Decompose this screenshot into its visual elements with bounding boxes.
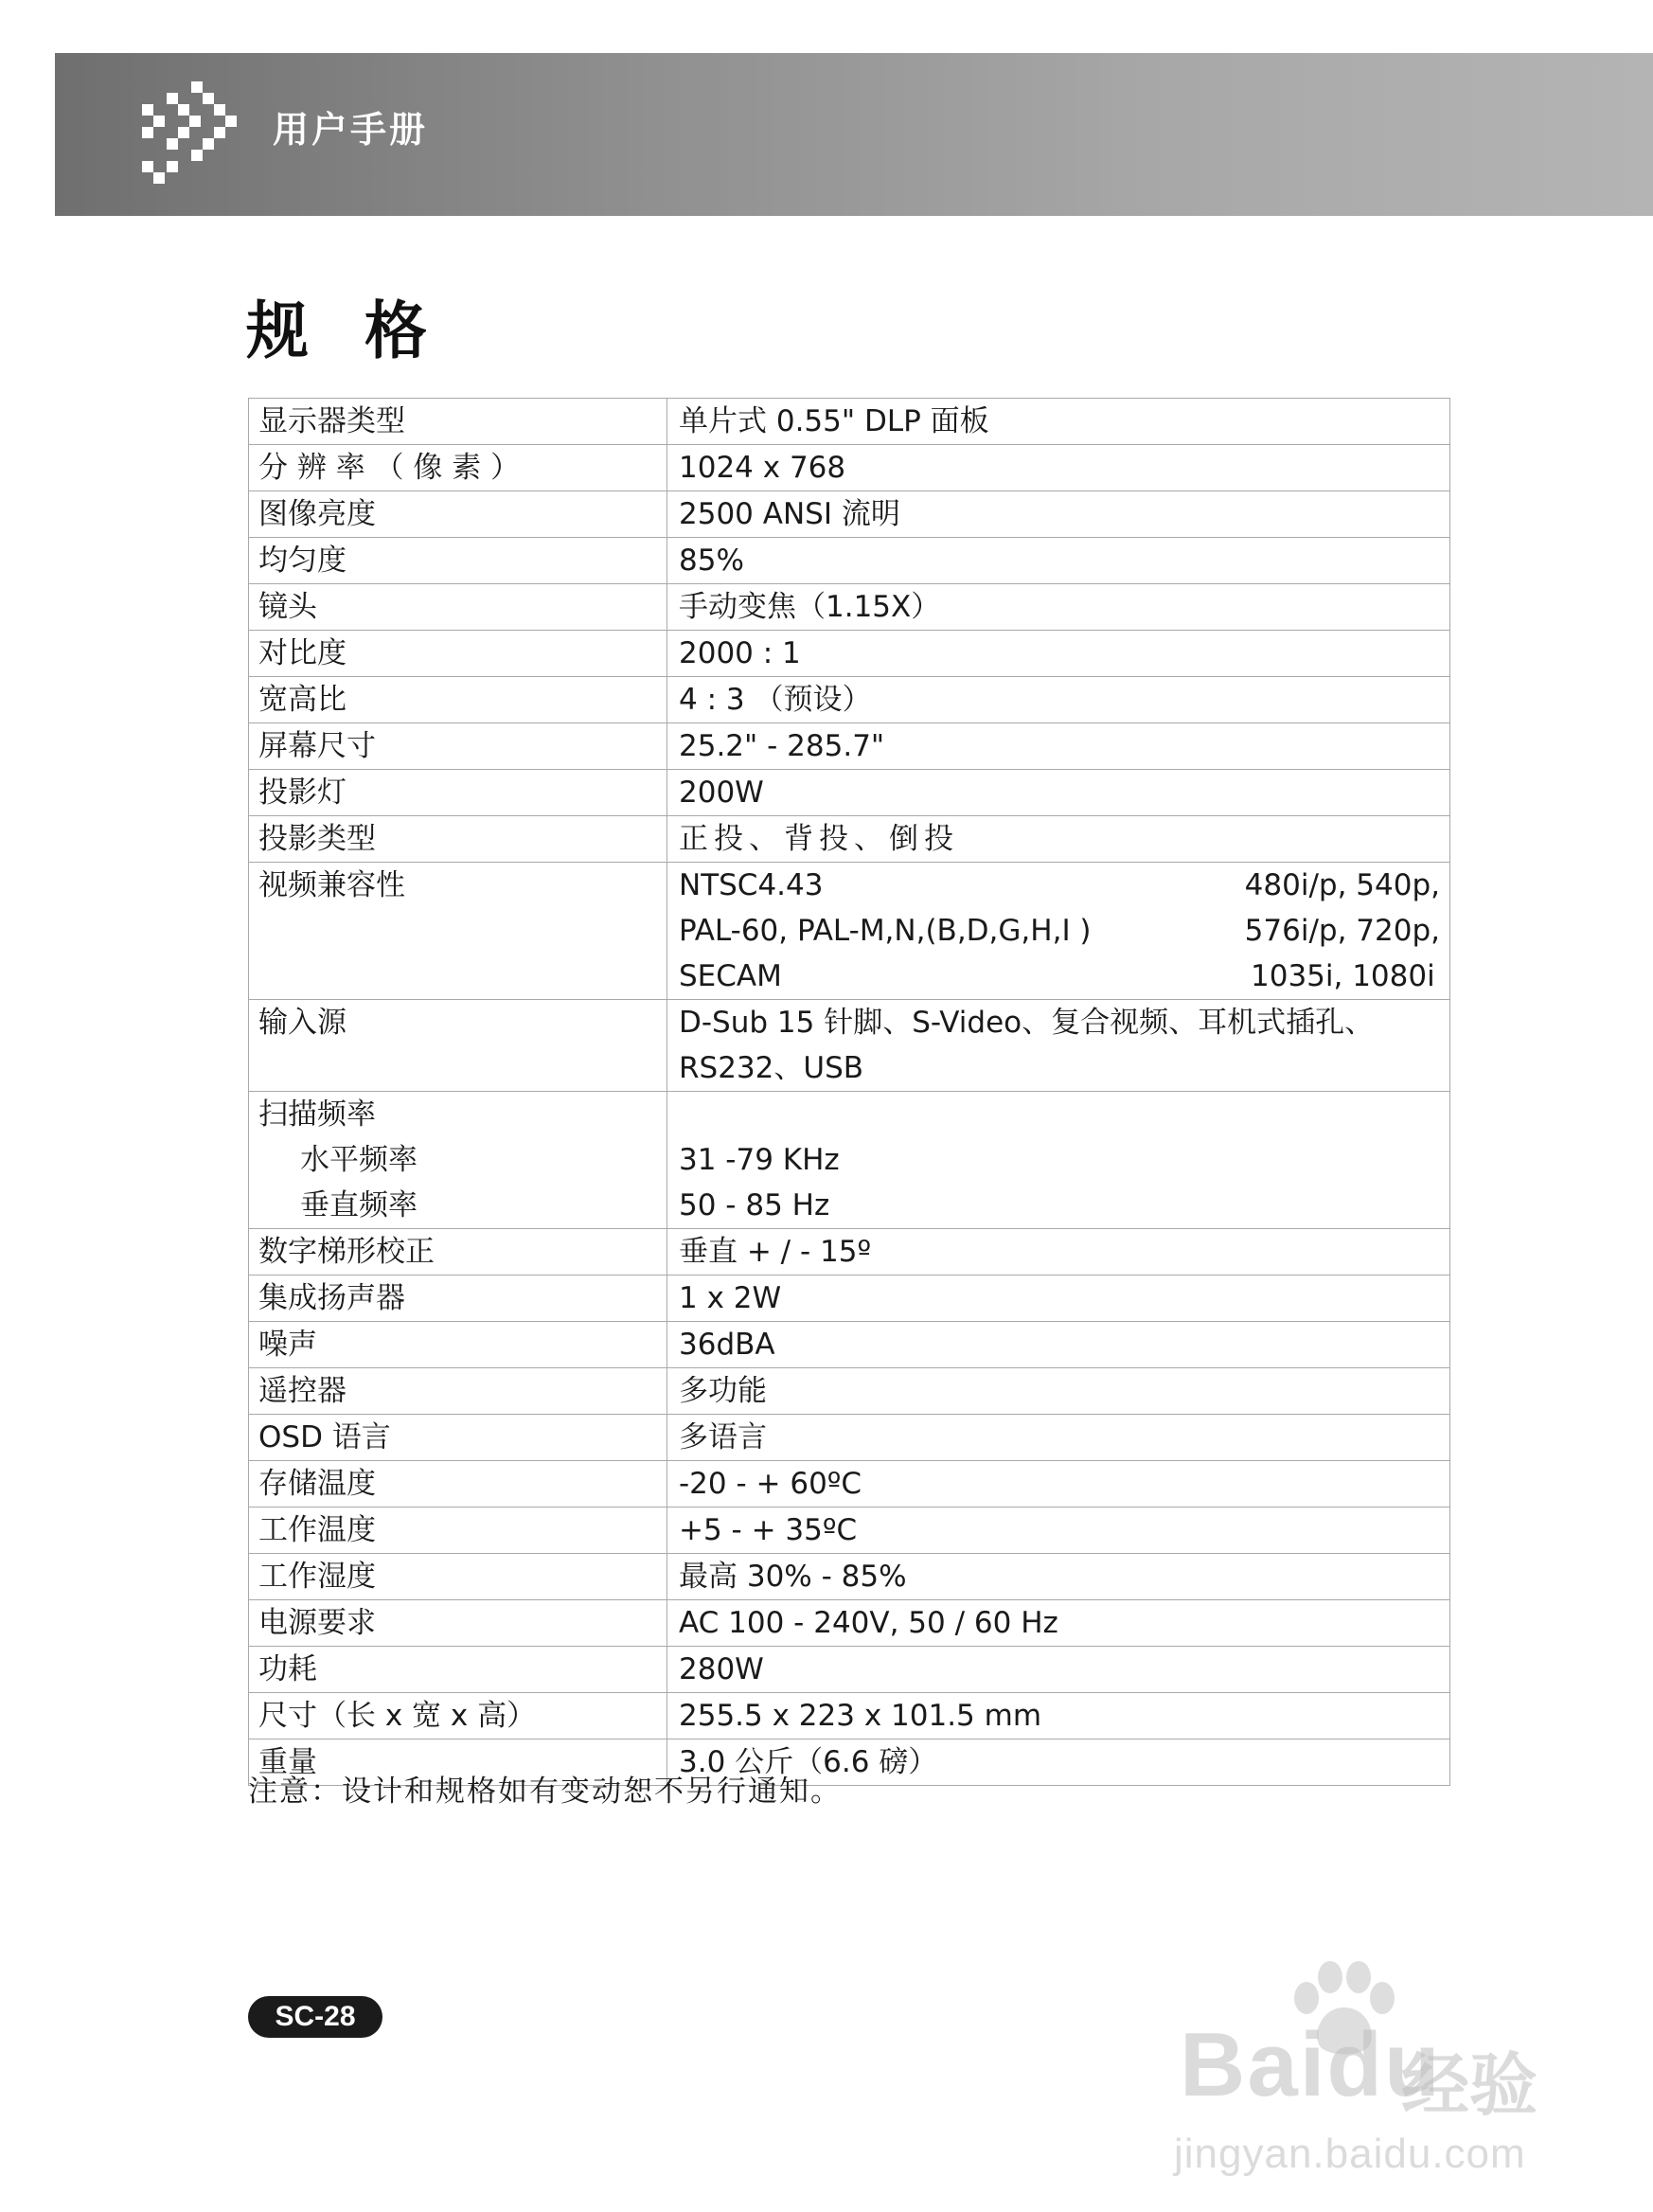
page-number-badge: SC-28 bbox=[248, 1996, 382, 2038]
scan-blank bbox=[679, 1092, 1440, 1137]
table-row bbox=[249, 1415, 1450, 1461]
video-standard: PAL-60, PAL-M,N,(B,D,G,H,I ) bbox=[679, 914, 1092, 948]
table-row bbox=[249, 491, 1450, 538]
spec-value-scan bbox=[667, 1092, 1450, 1229]
watermark-cn: 经验 bbox=[1401, 2048, 1538, 2124]
scan-label: 扫描频率 bbox=[258, 1097, 376, 1132]
video-format: 1035i, 1080i bbox=[1251, 959, 1435, 993]
video-format: 480i/p, 540p, bbox=[1244, 868, 1440, 902]
table-row bbox=[249, 1368, 1450, 1415]
spec-value: 280W bbox=[667, 1647, 1450, 1693]
video-standard: SECAM bbox=[679, 959, 782, 993]
video-line bbox=[679, 863, 1440, 908]
table-row bbox=[249, 723, 1450, 770]
table-row-input bbox=[249, 1000, 1450, 1092]
spec-value: 3.0 公斤（6.6 磅） bbox=[667, 1739, 1450, 1786]
spec-label: 投影灯 bbox=[249, 770, 667, 816]
spec-value: 1 x 2W bbox=[667, 1275, 1450, 1322]
spec-label: 均匀度 bbox=[249, 538, 667, 584]
table-row bbox=[249, 1693, 1450, 1739]
spec-value: 正投、背投、倒投 bbox=[667, 816, 1450, 863]
spec-label: 分 辨 率 （ 像 素 ） bbox=[249, 445, 667, 491]
scan-v-label: 垂直频率 bbox=[300, 1188, 418, 1222]
spec-label: 数字梯形校正 bbox=[249, 1229, 667, 1275]
table-row bbox=[249, 770, 1450, 816]
header-title: 用户手册 bbox=[273, 109, 429, 151]
spec-label: 噪声 bbox=[249, 1322, 667, 1368]
spec-value-input bbox=[667, 1000, 1450, 1092]
spec-value: 85% bbox=[667, 538, 1450, 584]
table-row bbox=[249, 445, 1450, 491]
spec-value: +5 - + 35ºC bbox=[667, 1507, 1450, 1554]
video-format: 576i/p, 720p, bbox=[1244, 914, 1440, 948]
spec-label: 重量 bbox=[249, 1739, 667, 1786]
table-row bbox=[249, 399, 1450, 445]
table-row-scan bbox=[249, 1092, 1450, 1229]
table-row bbox=[249, 1275, 1450, 1322]
spec-value: 200W bbox=[667, 770, 1450, 816]
table-row bbox=[249, 1647, 1450, 1693]
table-row bbox=[249, 1507, 1450, 1554]
chevron-arrows-icon bbox=[133, 72, 256, 195]
spec-table bbox=[248, 398, 1450, 1786]
input-line: D-Sub 15 针脚、S-Video、复合视频、耳机式插孔、 bbox=[679, 1006, 1375, 1040]
spec-label: 存储温度 bbox=[249, 1461, 667, 1507]
spec-label: 对比度 bbox=[249, 631, 667, 677]
spec-value: 手动变焦（1.15X） bbox=[667, 584, 1450, 631]
table-row bbox=[249, 1229, 1450, 1275]
spec-note: 注意：设计和规格如有变动恕不另行通知。 bbox=[248, 1775, 842, 1809]
scan-v-value: 50 - 85 Hz bbox=[679, 1188, 830, 1222]
spec-label: 尺寸（长 x 宽 x 高） bbox=[249, 1693, 667, 1739]
spec-label: OSD 语言 bbox=[249, 1415, 667, 1461]
spec-label: 屏幕尺寸 bbox=[249, 723, 667, 770]
spec-value: 多语言 bbox=[667, 1415, 1450, 1461]
table-row bbox=[249, 1554, 1450, 1600]
spec-label: 视频兼容性 bbox=[249, 863, 667, 1000]
table-row bbox=[249, 1461, 1450, 1507]
table-row bbox=[249, 1600, 1450, 1647]
watermark-brand: Baidu bbox=[1180, 2014, 1442, 2115]
table-row bbox=[249, 816, 1450, 863]
spec-value: 单片式 0.55" DLP 面板 bbox=[667, 399, 1450, 445]
spec-label: 图像亮度 bbox=[249, 491, 667, 538]
spec-value: 垂直 + / - 15º bbox=[667, 1229, 1450, 1275]
spec-label: 宽高比 bbox=[249, 677, 667, 723]
spec-label: 显示器类型 bbox=[249, 399, 667, 445]
spec-value-video bbox=[667, 863, 1450, 1000]
spec-value: 255.5 x 223 x 101.5 mm bbox=[667, 1693, 1450, 1739]
video-line bbox=[679, 908, 1440, 954]
spec-label: 工作湿度 bbox=[249, 1554, 667, 1600]
table-row bbox=[249, 1322, 1450, 1368]
spec-value: 1024 x 768 bbox=[667, 445, 1450, 491]
baidu-watermark bbox=[1164, 1951, 1591, 2197]
table-row bbox=[249, 677, 1450, 723]
spec-label: 遥控器 bbox=[249, 1368, 667, 1415]
spec-label: 集成扬声器 bbox=[249, 1275, 667, 1322]
table-row bbox=[249, 538, 1450, 584]
input-line: RS232、USB bbox=[679, 1051, 864, 1085]
spec-value: 25.2" - 285.7" bbox=[667, 723, 1450, 770]
spec-value: -20 - + 60ºC bbox=[667, 1461, 1450, 1507]
spec-label: 工作温度 bbox=[249, 1507, 667, 1554]
spec-value: 4 : 3 （预设） bbox=[667, 677, 1450, 723]
spec-value: 2500 ANSI 流明 bbox=[667, 491, 1450, 538]
spec-label: 功耗 bbox=[249, 1647, 667, 1693]
scan-h-label: 水平频率 bbox=[300, 1143, 418, 1177]
spec-label: 镜头 bbox=[249, 584, 667, 631]
spec-value: AC 100 - 240V, 50 / 60 Hz bbox=[667, 1600, 1450, 1647]
spec-label: 输入源 bbox=[249, 1000, 667, 1092]
page-title: 规 格 bbox=[246, 294, 444, 367]
video-standard: NTSC4.43 bbox=[679, 868, 824, 902]
spec-value: 36dBA bbox=[667, 1322, 1450, 1368]
table-row bbox=[249, 631, 1450, 677]
spec-label: 电源要求 bbox=[249, 1600, 667, 1647]
table-row bbox=[249, 584, 1450, 631]
watermark-url: jingyan.baidu.com bbox=[1174, 2131, 1526, 2177]
spec-value: 最高 30% - 85% bbox=[667, 1554, 1450, 1600]
table-row-video bbox=[249, 863, 1450, 1000]
video-line bbox=[679, 954, 1440, 999]
scan-h-value: 31 -79 KHz bbox=[679, 1143, 840, 1177]
spec-label: 投影类型 bbox=[249, 816, 667, 863]
spec-label-scan bbox=[249, 1092, 667, 1229]
spec-value: 多功能 bbox=[667, 1368, 1450, 1415]
spec-value: 2000 : 1 bbox=[667, 631, 1450, 677]
